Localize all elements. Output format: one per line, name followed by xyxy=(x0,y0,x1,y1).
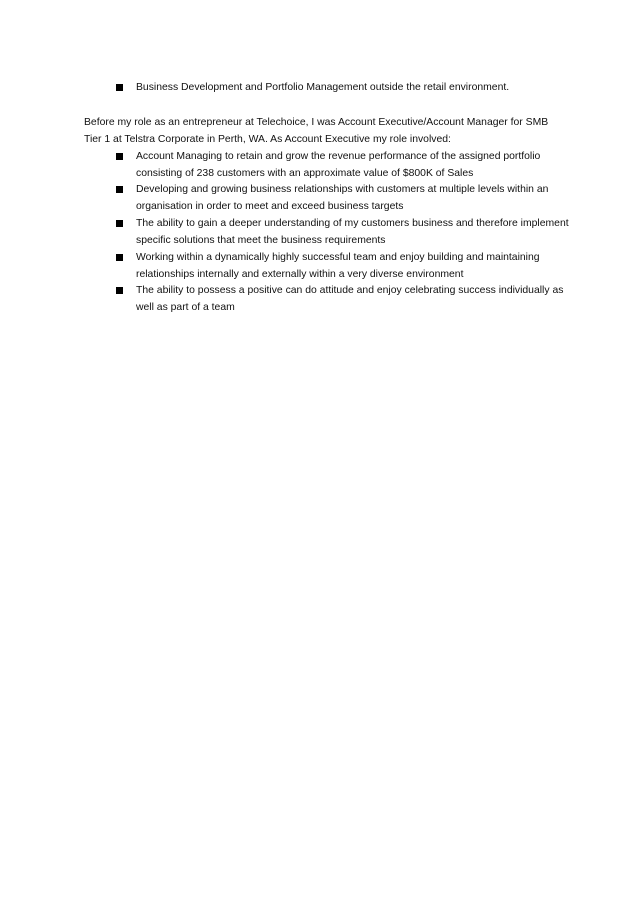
intro-line-1: Before my role as an entrepreneur at Telechoice, I was Account Executive/Account Manager for SMB xyxy=(84,117,549,128)
bullet-4-line-1: Working within a dynamically highly successful team and enjoy building and maintaining xyxy=(136,252,540,263)
bullet-2-line-2: organisation in order to meet and exceed business targets xyxy=(136,201,404,212)
bullet-5-line-2: well as part of a team xyxy=(136,302,235,313)
bullet-marker xyxy=(116,220,123,227)
bullet-2-line-1: Developing and growing business relationships with customers at multiple levels within an xyxy=(136,184,549,195)
bullet-marker xyxy=(116,84,123,91)
bullet-3-line-2: specific solutions that meet the business requirements xyxy=(136,235,386,246)
bullet-marker xyxy=(116,287,123,294)
bullet-1-line-1: Account Managing to retain and grow the revenue performance of the assigned portfolio xyxy=(136,151,541,162)
bullet-marker xyxy=(116,186,123,193)
bullet-1-line-2: consisting of 238 customers with an approximate value of $800K of Sales xyxy=(136,168,474,179)
bullet-5-line-1: The ability to possess a positive can do attitude and enjoy celebrating success individually as xyxy=(136,285,564,296)
bullet-3-line-1: The ability to gain a deeper understanding of my customers business and therefore implement xyxy=(136,218,569,229)
intro-line-2: Tier 1 at Telstra Corporate in Perth, WA. As Account Executive my role involved: xyxy=(84,134,451,145)
top-bullet-text: Business Development and Portfolio Management outside the retail environment. xyxy=(136,82,510,93)
bullet-4-line-2: relationships internally and externally within a very diverse environment xyxy=(136,269,464,280)
bullet-marker xyxy=(116,153,123,160)
bullet-marker xyxy=(116,254,123,261)
